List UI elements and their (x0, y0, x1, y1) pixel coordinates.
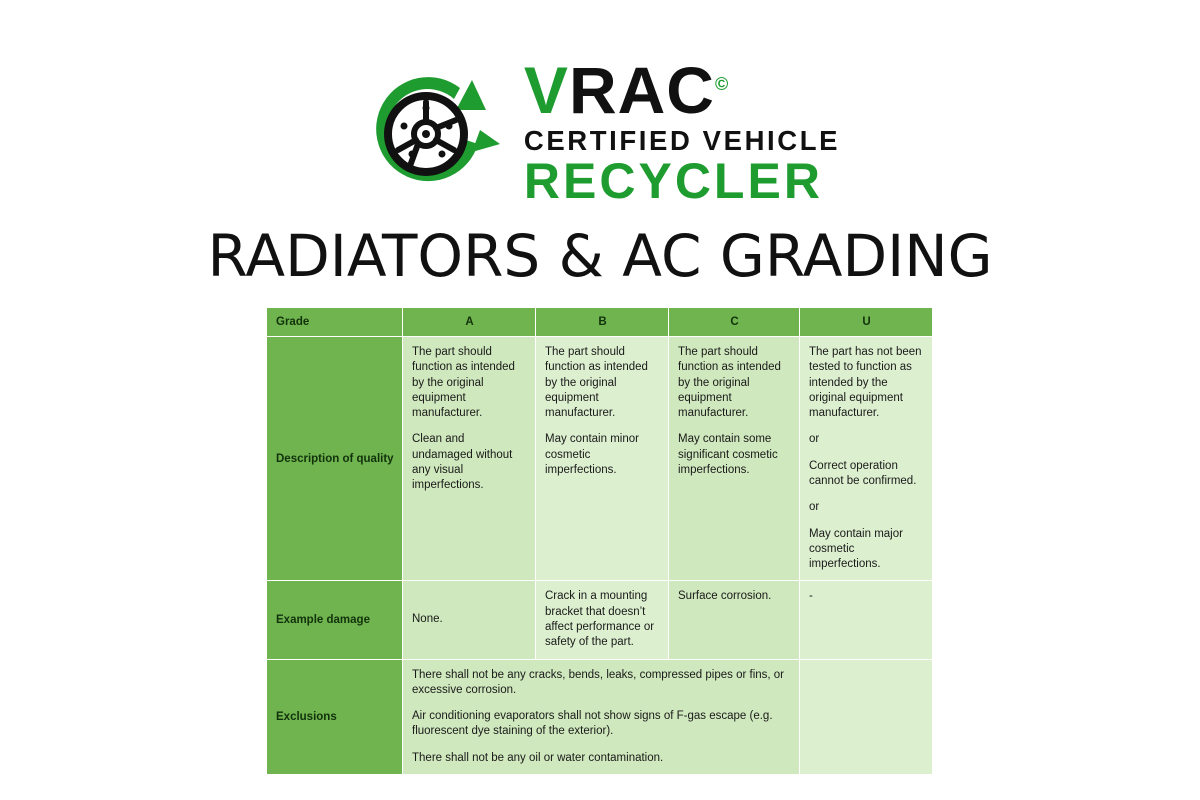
column-header-grade: Grade (267, 308, 403, 337)
cell-description-a: The part should function as intended by the original equipment manufacturer. Clean and undamaged without any visual imperfections. (403, 337, 536, 581)
table-body (267, 337, 933, 775)
logo-brand-v: V (523, 53, 569, 127)
table-header-row (267, 308, 933, 337)
column-header-a: A (403, 308, 536, 337)
logo-brand (523, 53, 840, 127)
cell-description-u: The part has not been tested to function as intended by the original equipment manufacturer. or Correct operation cannot be confirmed. or May contain major cosmetic imperfections. (800, 337, 933, 581)
cell-exclusions-u (800, 659, 933, 774)
vrac-logo (0, 55, 1200, 207)
cell-exclusions-abc: There shall not be any cracks, bends, leaks, compressed pipes or fins, or excessive corrosion. Air conditioning evaporators shall not show signs of F-gas escape (e.g. fluorescent dye staining of the exterior). There shall not be any oil or water contamination. (403, 659, 800, 774)
column-header-b: B (536, 308, 669, 337)
cell-example-c: Surface corrosion. (669, 581, 800, 659)
table-header (267, 308, 933, 337)
cell-example-u: - (800, 581, 933, 659)
table-row (267, 659, 933, 774)
cell-description-c: The part should function as intended by the original equipment manufacturer. May contain some significant cosmetic imperfections. (669, 337, 800, 581)
row-label-description: Description of quality (267, 337, 403, 581)
column-header-c: C (669, 308, 800, 337)
logo-recycler: RECYCLER (523, 152, 823, 209)
logo-brand-rac: RAC (568, 53, 715, 127)
column-header-u: U (800, 308, 933, 337)
row-label-exclusions: Exclusions (267, 659, 403, 774)
table-row (267, 581, 933, 659)
page-title: RADIATORS & AC GRADING (207, 222, 993, 290)
table-row (267, 337, 933, 581)
logo-wordmark (524, 55, 840, 207)
grading-table (266, 307, 933, 775)
cell-example-b: Crack in a mounting bracket that doesn’t affect performance or safety of the part. (536, 581, 669, 659)
logo-tagline: CERTIFIED VEHICLE (523, 124, 841, 156)
logo-inner (360, 55, 840, 207)
copyright-icon: © (714, 74, 730, 94)
cell-description-b: The part should function as intended by the original equipment manufacturer. May contain minor cosmetic imperfections. (536, 337, 669, 581)
row-label-example-damage: Example damage (267, 581, 403, 659)
wheel-recycle-icon (360, 66, 510, 196)
cell-example-a: None. (403, 581, 536, 659)
